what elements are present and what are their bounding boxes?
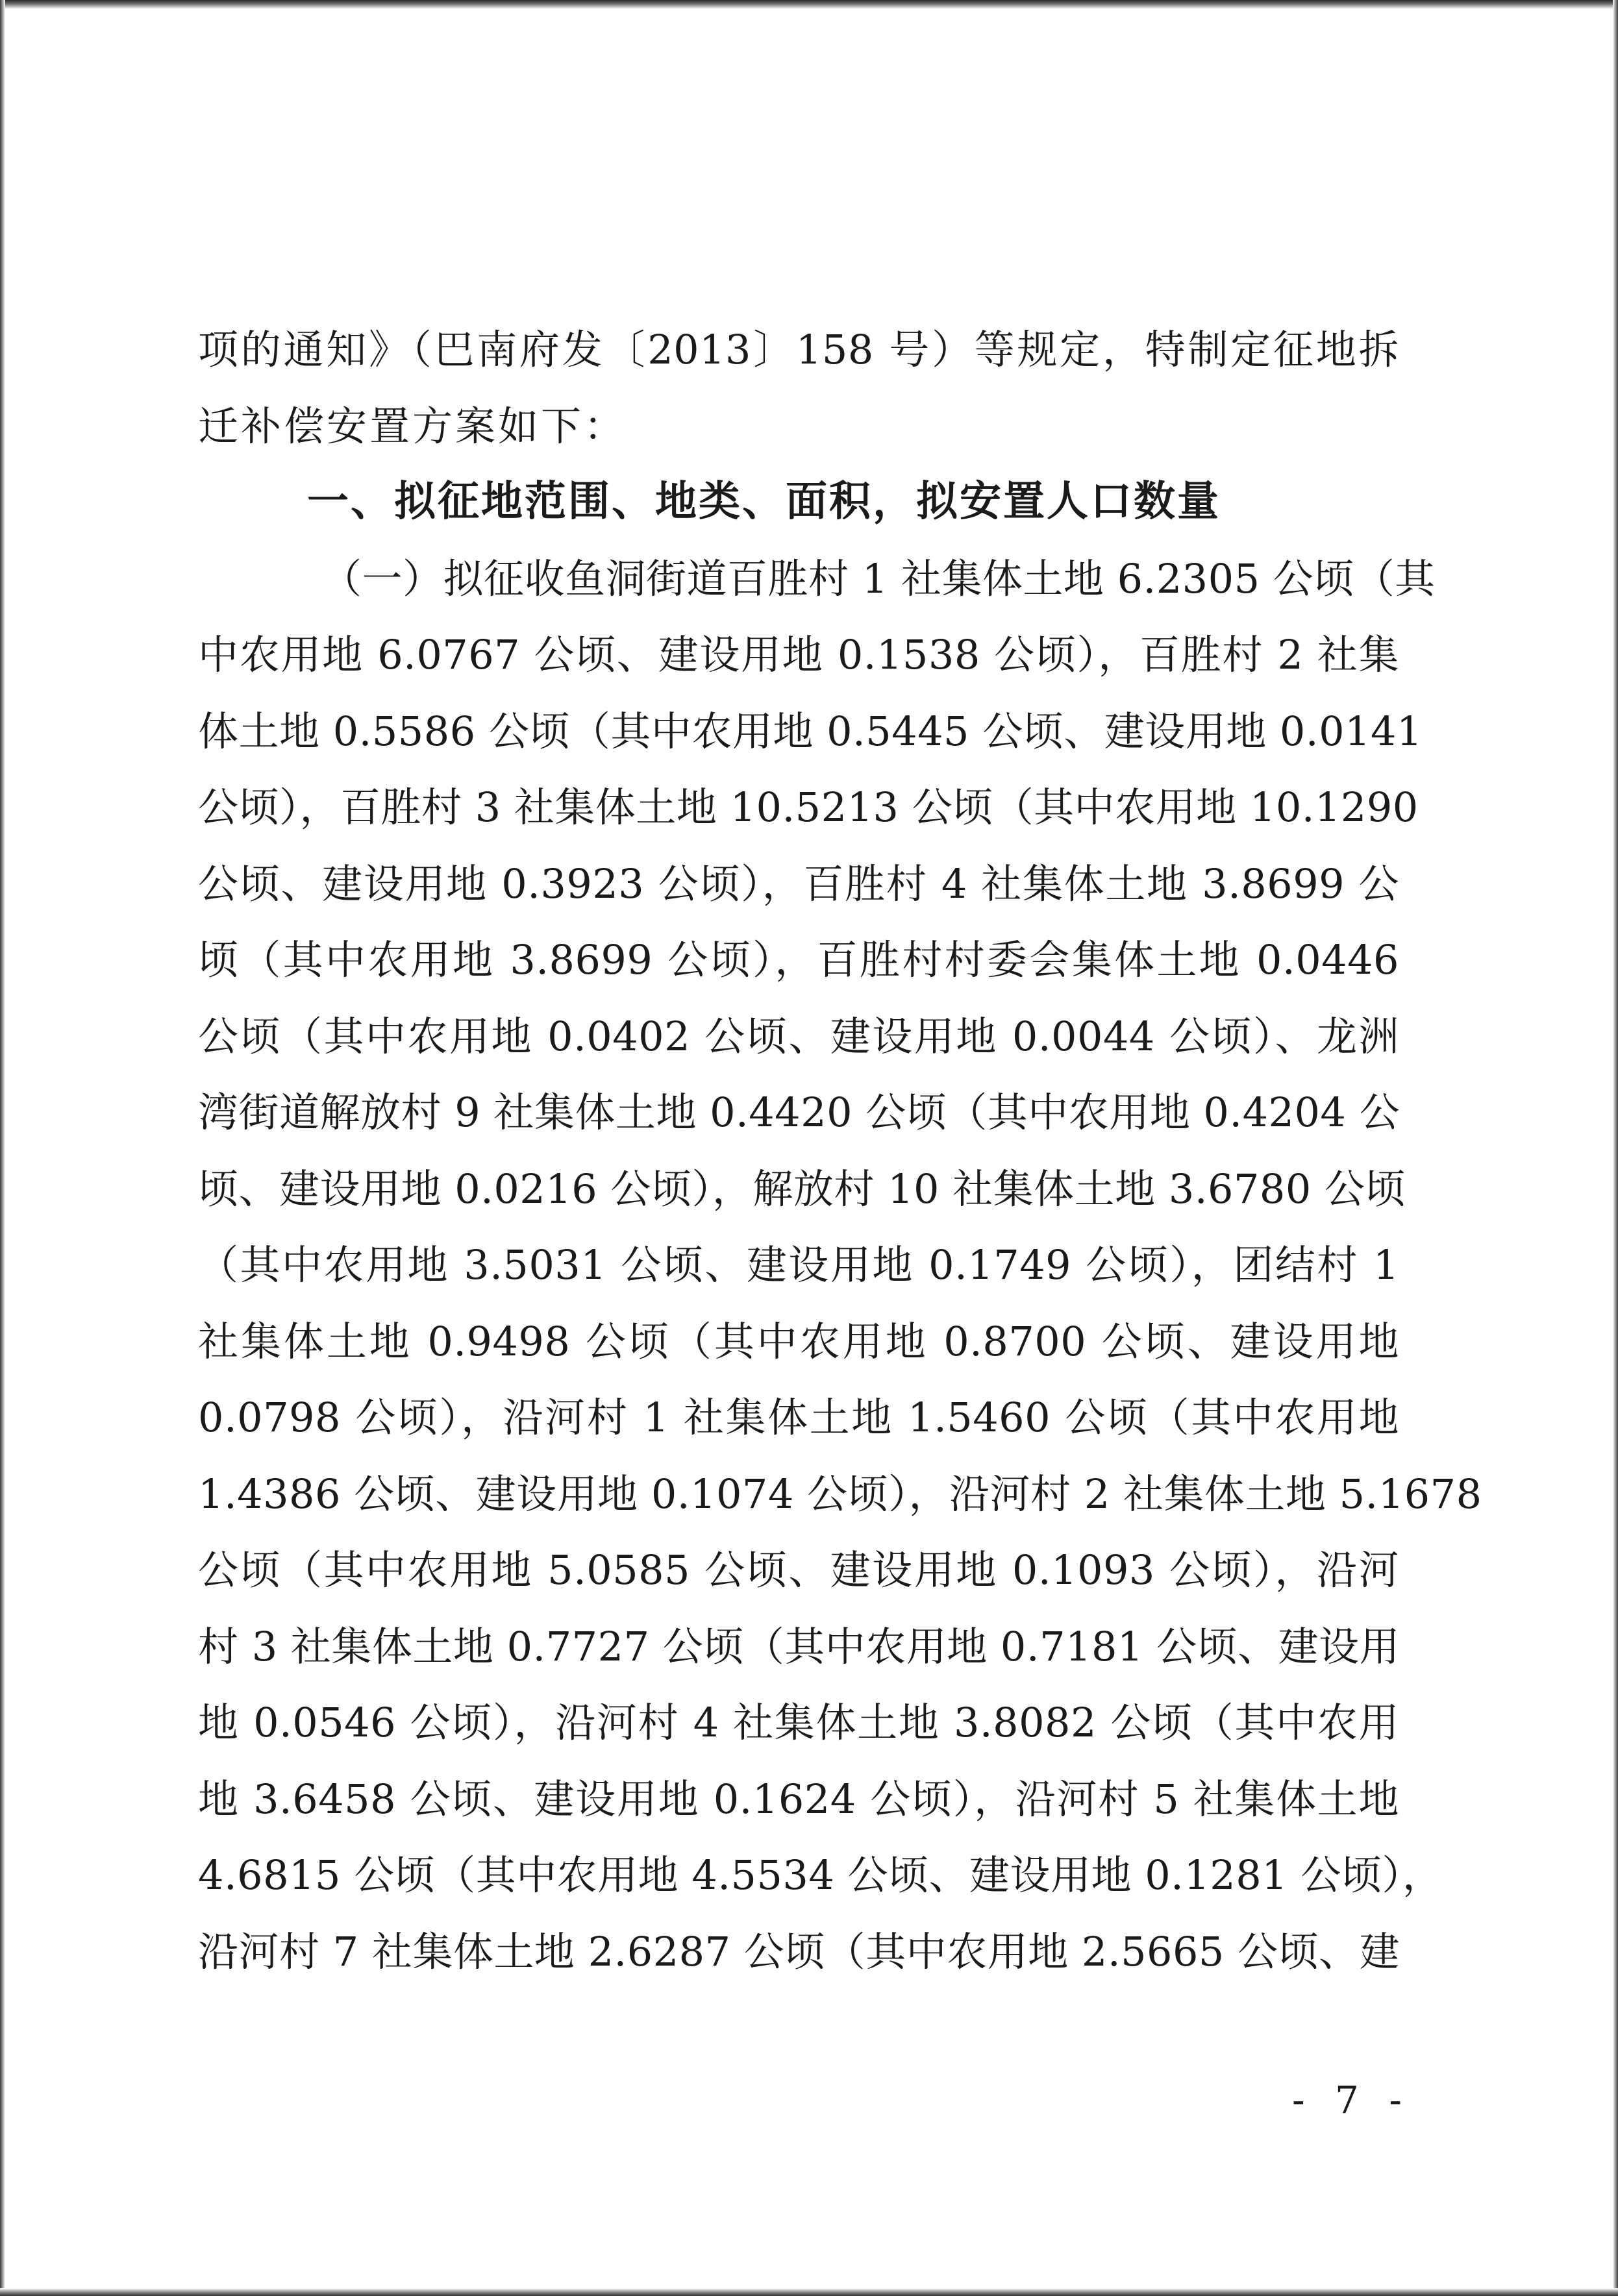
body-line: 公顷（其中农用地 5.0585 公顷、建设用地 0.1093 公顷），沿河 — [198, 1546, 1399, 1594]
body-line: 村 3 社集体土地 0.7727 公顷（其中农用地 0.7181 公顷、建设用 — [198, 1622, 1400, 1670]
document-body — [198, 312, 1482, 1990]
body-line: 社集体土地 0.9498 公顷（其中农用地 0.8700 公顷、建设用地 — [198, 1317, 1399, 1365]
section-heading: 一、拟征地范围、地类、面积，拟安置人口数量 — [307, 478, 1221, 526]
body-line: 顷（其中农用地 3.8699 公顷），百胜村村委会集体土地 0.0446 — [198, 936, 1399, 983]
body-line: （其中农用地 3.5031 公顷、建设用地 0.1749 公顷），团结村 1 — [198, 1241, 1399, 1289]
body-line: 体土地 0.5586 公顷（其中农用地 0.5445 公顷、建设用地 0.0141 — [198, 707, 1423, 755]
body-line: 顷、建设用地 0.0216 公顷），解放村 10 社集体土地 3.6780 公顷 — [198, 1165, 1406, 1213]
body-line: 地 3.6458 公顷、建设用地 0.1624 公顷），沿河村 5 社集体土地 — [198, 1775, 1399, 1823]
scan-edge-top — [0, 0, 1618, 9]
body-line: 1.4386 公顷、建设用地 0.1074 公顷），沿河村 2 社集体土地 5.1678 — [198, 1470, 1482, 1518]
body-line: 公顷（其中农用地 0.0402 公顷、建设用地 0.0044 公顷）、龙洲 — [198, 1012, 1399, 1060]
body-line: 0.0798 公顷），沿河村 1 社集体土地 1.5460 公顷（其中农用地 — [198, 1394, 1399, 1441]
body-line: 中农用地 6.0767 公顷、建设用地 0.1538 公顷），百胜村 2 社集 — [198, 631, 1399, 678]
scan-edge-left — [0, 0, 5, 2296]
body-line: 地 0.0546 公顷），沿河村 4 社集体土地 3.8082 公顷（其中农用 — [198, 1699, 1399, 1746]
body-line: 公顷、建设用地 0.3923 公顷），百胜村 4 社集体土地 3.8699 公 — [198, 859, 1399, 907]
body-line: 迁补偿安置方案如下： — [198, 402, 627, 450]
body-line: 4.6815 公顷（其中农用地 4.5534 公顷、建设用地 0.1281 公顷）， — [198, 1851, 1443, 1899]
body-line: 公顷），百胜村 3 社集体土地 10.5213 公顷（其中农用地 10.1290 — [198, 784, 1419, 831]
body-line: 项的通知》（巴南府发〔2013〕158 号）等规定，特制定征地拆 — [198, 326, 1399, 373]
paragraph-first-line: （一）拟征收鱼洞街道百胜村 1 社集体土地 6.2305 公顷（其 — [321, 554, 1436, 602]
scan-edge-right — [1613, 0, 1618, 2296]
page-number: - 7 - — [1292, 2078, 1411, 2122]
body-line: 沿河村 7 社集体土地 2.6287 公顷（其中农用地 2.5665 公顷、建 — [198, 1927, 1400, 1975]
body-line: 湾街道解放村 9 社集体土地 0.4420 公顷（其中农用地 0.4204 公 — [198, 1089, 1400, 1136]
scan-edge-bottom — [0, 2288, 1618, 2296]
